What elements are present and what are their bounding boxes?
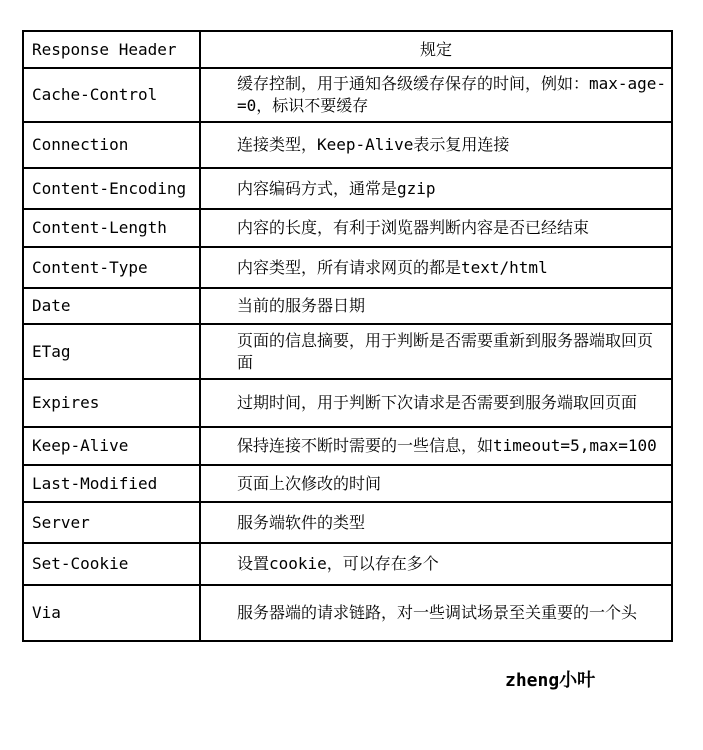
header-name-cell: Via [23,585,200,641]
header-name-cell: Content-Encoding [23,168,200,209]
column-header-response-header: Response Header [23,31,200,68]
table-container [22,30,673,642]
header-name-cell: Connection [23,122,200,168]
header-name-cell: Last-Modified [23,465,200,502]
table-row [23,465,672,502]
table-row [23,209,672,247]
table-row [23,288,672,324]
header-name-cell: Set-Cookie [23,543,200,585]
response-headers-table [22,30,673,642]
header-desc-cell: 过期时间，用于判断下次请求是否需要到服务端取回页面 [200,379,672,427]
header-desc-cell: 保持连接不断时需要的一些信息，如timeout=5,max=100 [200,427,672,465]
table-row [23,247,672,288]
table-row [23,122,672,168]
header-name-cell: Server [23,502,200,543]
table-body [23,68,672,641]
table-row [23,168,672,209]
header-desc-cell: 页面的信息摘要，用于判断是否需要重新到服务器端取回页面 [200,324,672,379]
table-row [23,543,672,585]
table-row [23,324,672,379]
header-name-cell: Content-Type [23,247,200,288]
table-row [23,585,672,641]
header-desc-cell: 内容编码方式，通常是gzip [200,168,672,209]
table-row [23,427,672,465]
header-name-cell: Cache-Control [23,68,200,122]
header-name-cell: Content-Length [23,209,200,247]
header-desc-cell: 当前的服务器日期 [200,288,672,324]
header-desc-cell: 设置cookie，可以存在多个 [200,543,672,585]
header-desc-cell: 内容的长度，有利于浏览器判断内容是否已经结束 [200,209,672,247]
header-desc-cell: 服务器端的请求链路，对一些调试场景至关重要的一个头 [200,585,672,641]
table-row [23,68,672,122]
column-header-regulation: 规定 [200,31,672,68]
table-row [23,379,672,427]
table-header-row [23,31,672,68]
header-desc-cell: 缓存控制，用于通知各级缓存保存的时间，例如：max-age-=0，标识不要缓存 [200,68,672,122]
header-desc-cell: 连接类型，Keep-Alive表示复用连接 [200,122,672,168]
table-row [23,502,672,543]
header-name-cell: Date [23,288,200,324]
header-name-cell: ETag [23,324,200,379]
header-name-cell: Expires [23,379,200,427]
header-desc-cell: 页面上次修改的时间 [200,465,672,502]
header-desc-cell: 服务端软件的类型 [200,502,672,543]
header-desc-cell: 内容类型，所有请求网页的都是text/html [200,247,672,288]
header-name-cell: Keep-Alive [23,427,200,465]
author-signature: zheng小叶 [505,670,596,691]
